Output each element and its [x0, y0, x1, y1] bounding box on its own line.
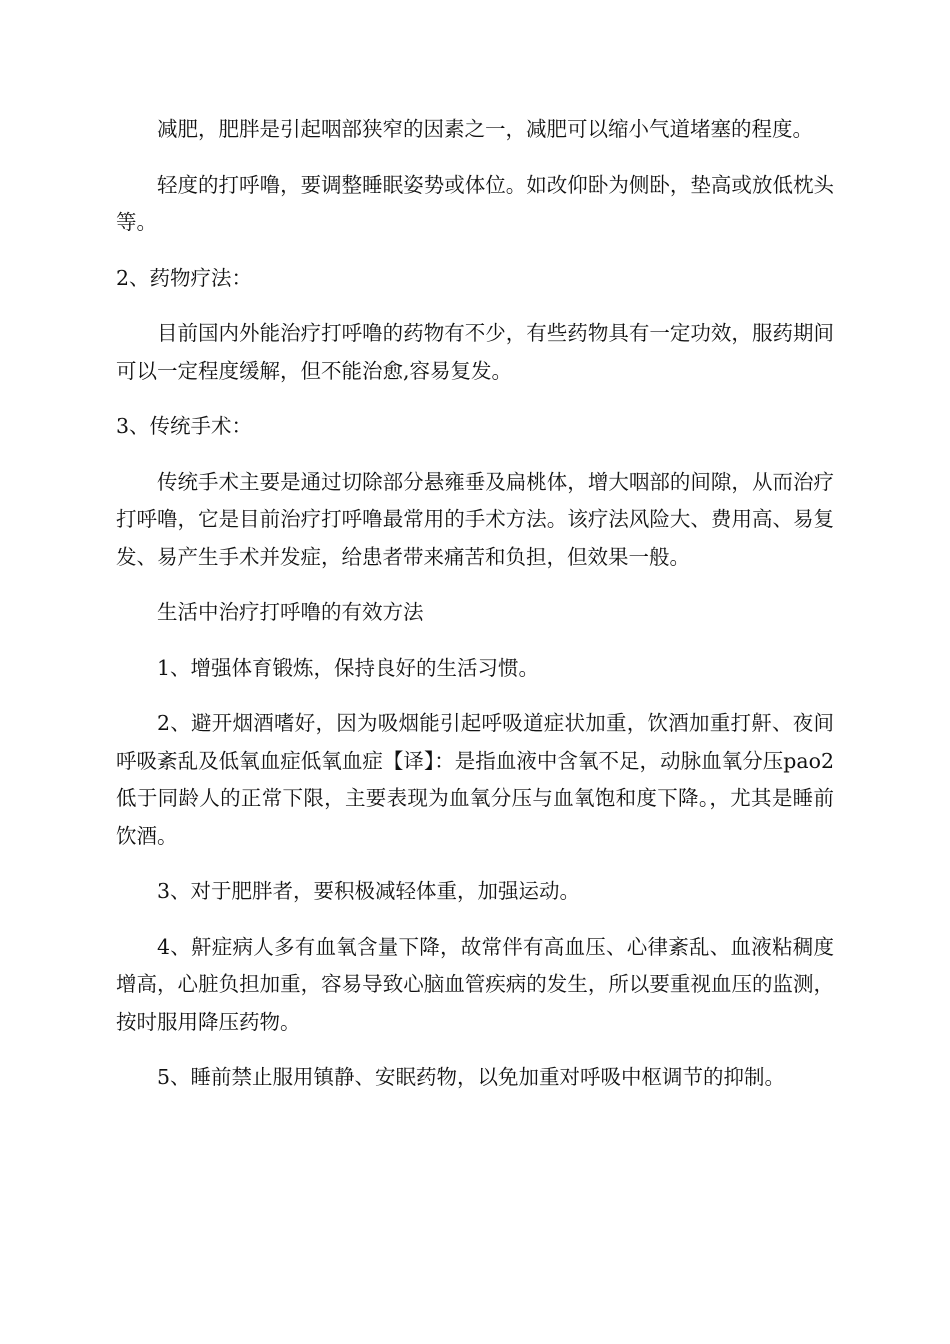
- paragraph-medication: 目前国内外能治疗打呼噜的药物有不少，有些药物具有一定功效，服药期间可以一定程度缓解，但不能治愈,容易复发。: [116, 321, 834, 383]
- list-item-sedatives: 5、睡前禁止服用镇静、安眠药物，以免加重对呼吸中枢调节的抑制。: [157, 1065, 786, 1089]
- paragraph-sleep-position: 轻度的打呼噜，要调整睡眠姿势或体位。如改仰卧为侧卧，垫高或放低枕头等。: [116, 172, 834, 234]
- heading-surgery: 3、传统手术：: [116, 414, 253, 438]
- list-item-blood-pressure: 4、鼾症病人多有血氧含量下降，故常伴有高血压、心律紊乱、血液粘稠度增高，心脏负担加重，容易导致心脑血管疾病的发生，所以要重视血压的监测，按时服用降压药物。: [116, 934, 834, 1034]
- heading-medication: 2、药物疗法：: [116, 265, 253, 290]
- paragraph-life-methods-title: 生活中治疗打呼噜的有效方法: [157, 600, 424, 624]
- list-item-smoking-drinking: 2、避开烟酒嗜好，因为吸烟能引起呼吸道症状加重，饮酒加重打鼾、夜间呼吸紊乱及低氧血症低氧血症【译】：是指血液中含氧不足，动脉血氧分压pao2低于同龄人的正常下限，主要表现为血氧分压与血氧饱和度下降。，尤其是睡前饮酒。: [116, 711, 834, 848]
- list-item-obesity: 3、对于肥胖者，要积极减轻体重，加强运动。: [157, 879, 581, 903]
- paragraph-surgery: 传统手术主要是通过切除部分悬雍垂及扁桃体，增大咽部的间隙，从而治疗打呼噜，它是目前治疗打呼噜最常用的手术方法。该疗法风险大、费用高、易复发、易产生手术并发症，给患者带来痛苦和负担，但效果一般。: [116, 469, 834, 569]
- document-body: [116, 111, 834, 1097]
- paragraph-weight-loss: 减肥，肥胖是引起咽部狭窄的因素之一，减肥可以缩小气道堵塞的程度。: [157, 117, 813, 141]
- list-item-exercise: 1、增强体育锻炼，保持良好的生活习惯。: [157, 655, 540, 680]
